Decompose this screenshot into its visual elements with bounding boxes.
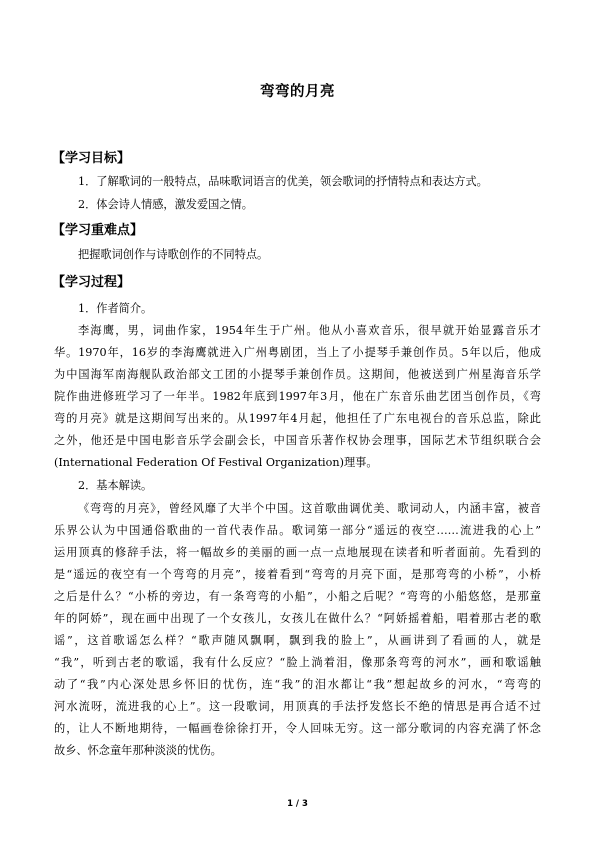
bio-line: 华。1970年，16岁的李海鹰就进入广州粤剧团，当上了小提琴手兼创作员。5年以后，他成 <box>54 346 541 359</box>
bio-line: 院作曲进修班学习了一年半。1982年底到1997年3月，他在广东音乐曲艺团当创作员，《弯 <box>54 390 541 403</box>
reading-line: 谣”，这首歌谣怎么样？“歌声随风飘啊，飘到我的脸上”，从画讲到了看画的人，就是 <box>54 634 541 647</box>
page-number: 1 / 3 <box>287 799 308 809</box>
reading-line: 动了“我”内心深处思乡怀旧的忧伤，连“我”的泪水都让“我”想起故乡的河水，“弯弯的 <box>54 678 541 691</box>
reading-line: 故乡、怀念童年那种淡淡的忧伤。 <box>54 744 222 757</box>
goal-item-1: 1．了解歌词的一般特点，品味歌词语言的优美，领会歌词的抒情特点和表达方式。 <box>78 175 488 188</box>
bio-line: 为中国海军南海舰队政治部文工团的小提琴手兼创作员。这期间，他被送到广州星海音乐学 <box>54 368 541 381</box>
process-item-2-label: 2．基本解读。 <box>78 479 153 492</box>
bio-line: 李海鹰，男，词曲作家，1954年生于广州。他从小喜欢音乐，很早就开始显露音乐才 <box>78 324 541 337</box>
reading-line: 河水流呀，流进我的心上”。这一段歌词，用顶真的手法抒发悠长不绝的情思是再合适不过 <box>54 700 541 713</box>
section-heading-process: 【学习过程】 <box>52 275 131 290</box>
key-points-text: 把握歌词创作与诗歌创作的不同特点。 <box>78 248 269 261</box>
reading-line: 乐界公认为中国通俗歌曲的一首代表作品。歌词第一部分“遥远的夜空……流进我的心上” <box>54 524 541 537</box>
reading-line: 年的阿娇”，现在画中出现了一个女孩儿，女孩儿在做什么？“阿娇摇着船，唱着那古老的歌 <box>54 612 541 625</box>
goal-item-2: 2．体会诗人情感，激发爱国之情。 <box>78 198 253 211</box>
process-item-1-label: 1．作者简介。 <box>78 302 153 315</box>
page-title: 弯弯的月亮 <box>260 84 335 100</box>
reading-line: 《弯弯的月亮》，曾经风靡了大半个中国。这首歌曲调优美、歌词动人，内涵丰富，被音 <box>78 502 541 515</box>
reading-line: 运用顶真的修辞手法，将一幅故乡的美丽的画一点一点地展现在读者和听者面前。先看到的 <box>54 546 541 559</box>
bio-line: 之外，他还是中国电影音乐学会副会长，中国音乐著作权协会理事，国际艺术节组织联合会 <box>54 434 541 447</box>
bio-line: (International Federation Of Festival Organization)理事。 <box>54 456 378 469</box>
section-heading-goals: 【学习目标】 <box>52 151 131 166</box>
section-heading-key-points: 【学习重难点】 <box>52 223 144 238</box>
reading-line: “我”，听到古老的歌谣，我有什么反应？“脸上淌着泪，像那条弯弯的河水”，画和歌谣触 <box>54 656 541 669</box>
reading-line: 之后是什么？“小桥的旁边，有一条弯弯的小船”，小船之后呢？“弯弯的小船悠悠，是那童 <box>54 590 541 603</box>
bio-line: 弯的月亮》就是这期间写出来的。从1997年4月起，他担任了广东电视台的音乐总监，除此 <box>54 412 541 425</box>
reading-line: 的，让人不断地期待，一幅画卷徐徐打开，令人回味无穷。这一部分歌词的内容充满了怀念 <box>54 722 541 735</box>
reading-line: 是“遥远的夜空有一个弯弯的月亮”，接着看到“弯弯的月亮下面，是那弯弯的小桥”，小桥 <box>54 568 541 581</box>
